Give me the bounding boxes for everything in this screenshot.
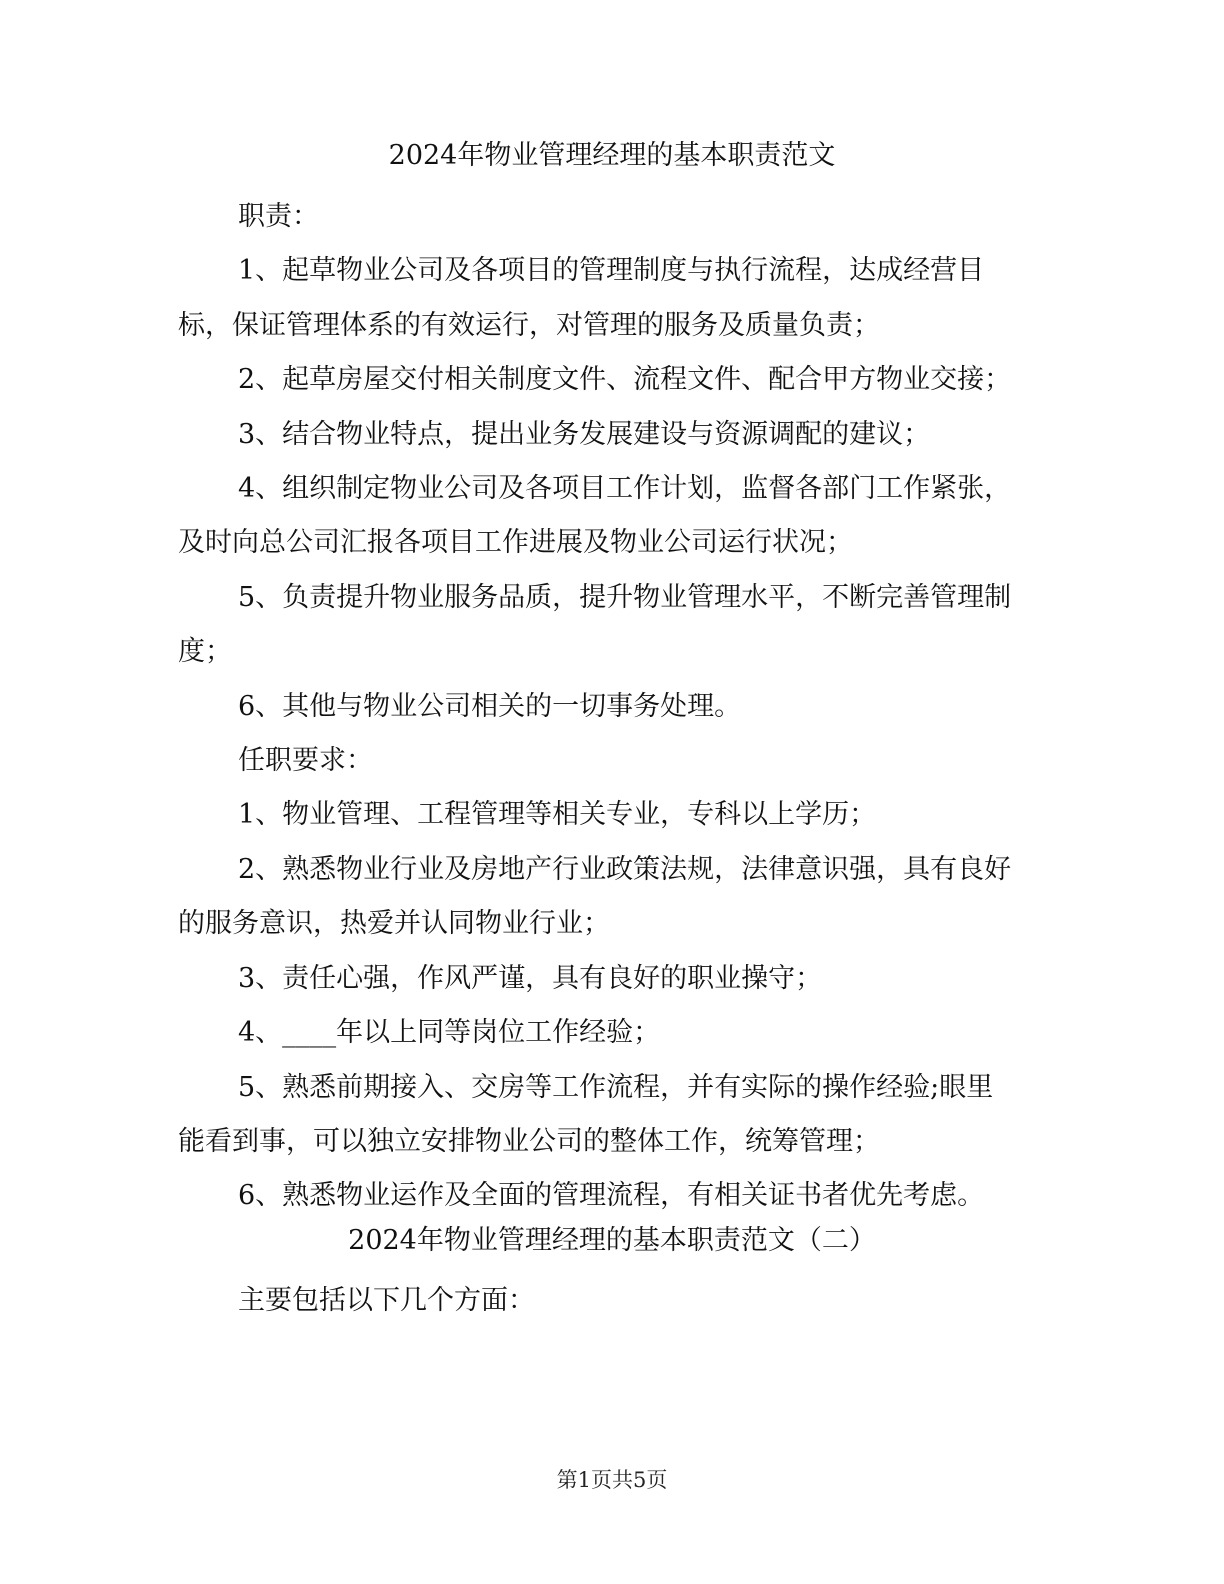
duty-item-5: 5、负责提升物业服务品质，提升物业管理水平，不断完善管理制 度； [178,581,1012,668]
duties-heading: 职责： [238,201,319,232]
requirement-item-1: 1、物业管理、工程管理等相关专业，专科以上学历； [238,799,877,831]
requirement-item-3: 3、责任心强，作风严谨，具有良好的职业操守； [238,962,823,994]
duty-item-6: 6、其他与物业公司相关的一切事务处理。 [238,690,742,722]
requirements-heading: 任职要求： [238,745,373,777]
duty-item-2: 2、起草房屋交付相关制度文件、流程文件、配合甲方物业交接； [238,364,1012,396]
document-body [178,190,1048,1224]
section-two-intro: 主要包括以下几个方面： [238,1285,535,1316]
section-two-title: 2024年物业管理经理的基本职责范文（二） [348,1225,876,1256]
requirement-item-6: 6、熟悉物业运作及全面的管理流程，有相关证书者优先考虑。 [238,1180,985,1212]
duty-item-4: 4、组织制定物业公司及各项目工作计划，监督各部门工作紧张， 及时向总公司汇报各项目工作进展及物业公司运行状况； [178,473,1012,559]
document-title: 2024年物业管理经理的基本职责范文 [388,140,836,171]
requirement-item-4: 4、____年以上同等岗位工作经验； [238,1017,661,1049]
requirement-item-2: 2、熟悉物业行业及房地产行业政策法规，法律意识强，具有良好 的服务意识，热爱并认同物业行业； [178,853,1012,940]
requirement-item-5: 5、熟悉前期接入、交房等工作流程，并有实际的操作经验;眼里 能看到事，可以独立安排物业公司的整体工作，统筹管理； [178,1071,994,1157]
page-number-footer: 第1页共5页 [556,1468,668,1492]
duty-item-1: 1、起草物业公司及各项目的管理制度与执行流程，达成经营目 标，保证管理体系的有效运行，对管理的服务及质量负责； [178,255,985,341]
duty-item-3: 3、结合物业特点，提出业务发展建设与资源调配的建议； [238,418,931,450]
